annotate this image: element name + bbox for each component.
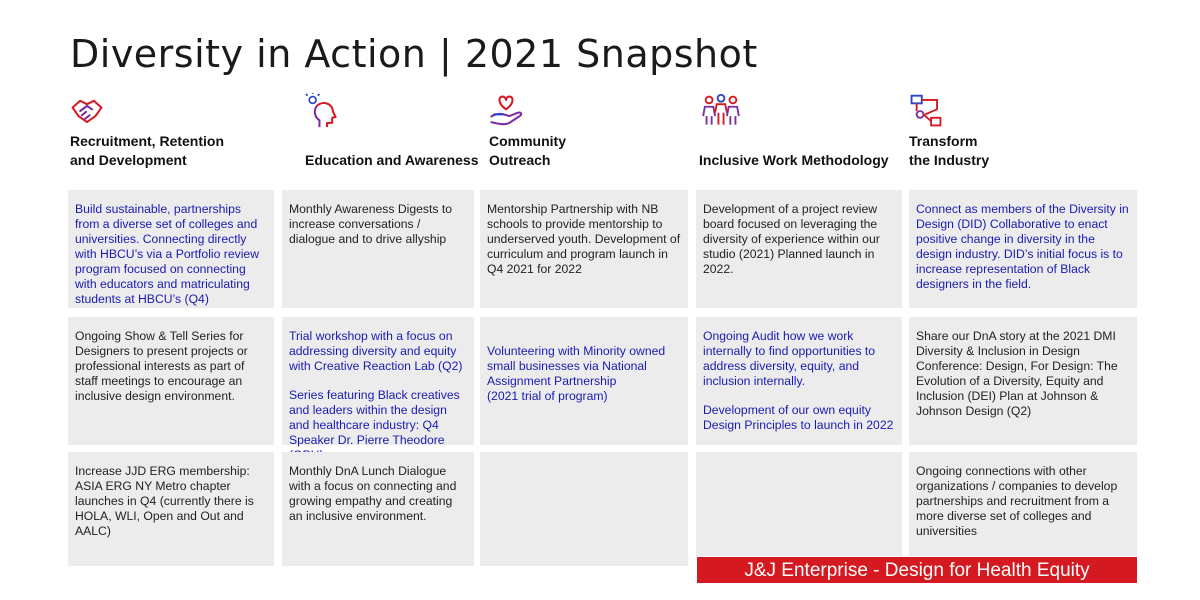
- column-label: Community Outreach: [489, 133, 566, 168]
- column-header-community: [489, 90, 694, 180]
- column-label: Inclusive Work Methodology: [699, 152, 889, 168]
- cell-r2-education: [282, 317, 474, 445]
- column-header-recruitment: [70, 90, 275, 180]
- cell-r2-transform: [909, 317, 1137, 445]
- cell-r2-community: [480, 317, 688, 445]
- cell-text: Ongoing connections with other organizations / companies to develop partnerships and recruitment from a more diverse set of colleges and universities: [916, 464, 1118, 538]
- cell-text: Increase JJD ERG membership: ASIA ERG NY Metro chapter launches in Q4 (currently there is HOLA, WLI, Open and Out and AALC): [75, 464, 254, 538]
- cell-r3-inclusive: [696, 452, 902, 556]
- cell-text: Ongoing Audit how we work internally to find opportunities to address diversity, equity, and inclusion internally.: [703, 329, 876, 388]
- column-header-transform: [909, 90, 1114, 180]
- cell-r3-transform: [909, 452, 1137, 556]
- cell-text: Build sustainable, partnerships from a diverse set of colleges and universities. Connecting directly with HBCU’s via a Portfolio review program focused on connecting with educators and matriculating students at HBCU’s (Q4): [75, 202, 260, 306]
- column-label: Education and Awareness: [305, 152, 479, 168]
- handshake-icon: [70, 94, 104, 128]
- workflow-icon: [909, 94, 943, 128]
- cell-text: Development of our own equity Design Principles to launch in 2022: [703, 403, 894, 432]
- column-label: Recruitment, Retention and Development: [70, 133, 225, 168]
- column-header-education: [305, 90, 510, 180]
- cell-text: Share our DnA story at the 2021 DMI Diversity & Inclusion in Design Conference: Design, For Design: The Evolution of a Diversity, Equity and Inclusion (DEI) Plan at Johnson & Johnson Design (Q2): [916, 329, 1118, 418]
- cell-r1-community: [480, 190, 688, 308]
- head-lightbulb-icon: [305, 94, 339, 128]
- cell-r3-education: [282, 452, 474, 566]
- cell-r2-inclusive: [696, 317, 902, 445]
- cell-r2-recruitment: [68, 317, 274, 445]
- cell-text: Series featuring Black creatives and leaders within the design and healthcare industry: Q4 Speaker Dr. Pierre Theodore: [289, 388, 460, 447]
- heart-hand-icon: [489, 94, 523, 128]
- enterprise-banner: J&J Enterprise - Design for Health Equity: [697, 557, 1137, 583]
- cell-r3-community: [480, 452, 688, 566]
- column-label: Transform the Industry: [909, 133, 990, 168]
- cell-r1-transform: [909, 190, 1137, 308]
- cell-r1-recruitment: [68, 190, 274, 308]
- cell-text: Ongoing Show & Tell Series for Designers to present projects or professional interests as part of staff meetings to encourage an inclusive design environment.: [75, 329, 248, 403]
- cell-text: Volunteering with Minority owned small businesses via National Assignment Partnership (2021 trial of program): [487, 344, 666, 403]
- people-group-icon: [699, 94, 743, 128]
- cell-text: Monthly Awareness Digests to increase conversations / dialogue and to drive allyship: [289, 202, 453, 246]
- cell-text: Connect as members of the Diversity in Design (DID) Collaborative to enact positive change in diversity in the design industry. DID’s initial focus is to increase representation of Black designers in the field.: [916, 202, 1129, 291]
- cell-r3-recruitment: [68, 452, 274, 566]
- page-title: Diversity in Action | 2021 Snapshot: [70, 32, 758, 76]
- cell-r1-education: [282, 190, 474, 308]
- column-header-inclusive: [699, 90, 909, 180]
- cell-text: Trial workshop with a focus on addressing diversity and equity with Creative Reaction Lab (Q2): [289, 329, 463, 373]
- cell-text: Development of a project review board focused on leveraging the diversity of experience within our studio (2021) Planned launch in 2022.: [703, 202, 880, 276]
- cell-text: Mentorship Partnership with NB schools to provide mentorship to underserved youth. Development of curriculum and program launch in Q4 2021 for 2022: [487, 202, 681, 276]
- cell-r1-inclusive: [696, 190, 902, 308]
- cell-text: Monthly DnA Lunch Dialogue with a focus on connecting and growing empathy and creating an inclusive environment.: [289, 464, 457, 523]
